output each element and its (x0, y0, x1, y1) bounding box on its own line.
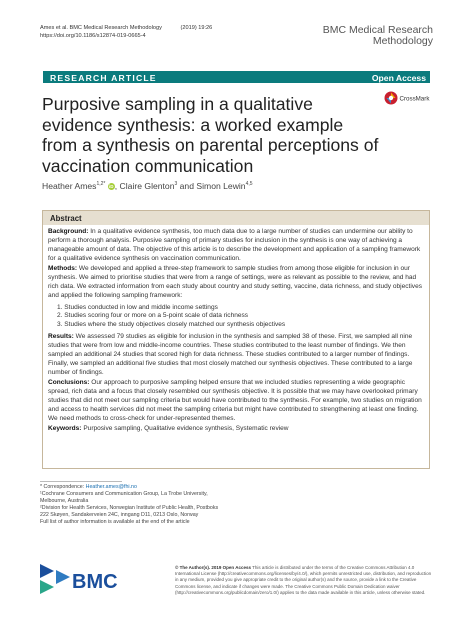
affiliation-1a: ¹Cochrane Consumers and Communication Group, La Trobe University, (40, 491, 208, 498)
author-affiliation: 4,5 (245, 181, 253, 188)
abstract-body (48, 228, 424, 435)
author-affiliation: 3 (174, 181, 178, 188)
journal-name (323, 25, 433, 47)
correspondence-email[interactable]: Heather.ames@fhi.no (85, 484, 137, 490)
affiliation-2a: ²Division for Health Services, Norwegian Institute of Public Health, Postboks (40, 505, 219, 512)
bmc-logo (40, 562, 122, 596)
open-access-label: Open Access (371, 72, 426, 83)
author-name[interactable]: Heather Ames (42, 181, 97, 191)
abstract-keywords (48, 425, 424, 434)
orcid-icon[interactable]: iD (109, 184, 114, 190)
journal-name-line1: BMC Medical Research (322, 24, 433, 36)
background-text: In a qualitative evidence synthesis, too much data due to a large number of studies can undermine our ability to perform a thorough analysis. Purposive sampling of primary studies for inclusion in the synthesis is one way of achieving a manageable amount of data. The objective of this article is to describe the development and application of a sampling framework for a qualitative evidence synthesis on vaccination communication. (48, 228, 421, 262)
sampling-step: 2. Studies scoring four or more on a 5-point scale of data richness (57, 312, 249, 320)
abstract-header-bar (43, 211, 429, 225)
sampling-steps (48, 304, 424, 331)
citation-journal: Ames et al. BMC Medical Research Methodology (40, 25, 162, 31)
abstract-background (48, 228, 424, 264)
bmc-logo-text: BMC (72, 571, 118, 593)
correspondence (40, 484, 240, 491)
author-affiliation: 1,2* (96, 181, 106, 188)
methods-label: Methods: (48, 264, 78, 272)
citation-block (40, 25, 212, 40)
methods-text: We developed and applied a three-step framework to sample studies from among those eligible for inclusion in our synthesis. We aimed to prioritise studies that were from a range of settings, were as relevant as possible to the review, and had rich data. We extracted information from each study about country and study setting, vaccine, data richness, and study objectives and applied the following sampling framework: (48, 264, 422, 299)
crossmark-badge[interactable] (384, 90, 431, 106)
author-info-note: Full list of author information is available at the end of the article (40, 519, 190, 526)
results-label: Results: (48, 333, 74, 341)
conclusions-text: Our approach to purposive sampling helped ensure that we included studies representing a wide geographic spread, rich data and a focus that closely resembled our synthesis objective. It is possible that we may have overlooked primary studies that did not meet our sampling criteria but would have contributed to the synthesis. For example, two studies on migration and access to health services did not meet the sampling criteria but might have contributed to strengthening at least one finding. We need methods to cross-check for under-represented themes. (48, 379, 422, 422)
correspondence-prefix: * Correspondence: (40, 484, 86, 490)
article-title: Purposive sampling in a qualitative evidence synthesis: a worked example from a synthesis on parental perceptions of vaccination communication (42, 94, 379, 176)
sampling-step: 3. Studies where the study objectives closely matched our synthesis objectives (57, 321, 286, 329)
author-separator: , (114, 181, 120, 191)
author-name[interactable]: Claire Glenton (119, 181, 175, 191)
doi-link[interactable]: https://doi.org/10.1186/s12874-019-0665-4 (40, 32, 146, 39)
results-text: We assessed 79 studies as eligible for inclusion in the synthesis and sampled 38 of these. First, we sampled all nine studies that were from low and middle-income countries. These studies contributed to the least number of findings. We then sampled an additional 24 studies that scored high for data richness. These studies contributed to a larger number of findings. Finally, we sampled an additional five studies that most closely matched our synthesis objectives. These contributed to a large number of findings. (48, 333, 413, 376)
bmc-logo-icon (40, 562, 122, 596)
license-text (175, 565, 432, 596)
conclusions-label: Conclusions: (48, 379, 90, 387)
author-separator: and (177, 181, 197, 191)
affiliation-2b: 222 Skøyen, Sandakerveien 24C, inngang D11, 0213 Oslo, Norway (40, 512, 199, 519)
affiliation-1b: Melbourne, Australia (40, 498, 89, 505)
keywords-label: Keywords: (48, 424, 82, 432)
license-copyright: © The Author(s). 2019 Open Access (175, 565, 252, 570)
abstract-conclusions (48, 379, 424, 424)
journal-name-line2: Methodology (372, 35, 433, 47)
crossmark-label: CrossMark (399, 95, 430, 103)
keywords-text: Purposive sampling, Qualitative evidence synthesis, Systematic review (83, 424, 289, 432)
crossmark-icon (384, 90, 431, 106)
footnotes (40, 484, 240, 527)
footnote-divider (40, 481, 122, 482)
sampling-step: 1. Studies conducted in low and middle income settings (57, 303, 218, 311)
background-label: Background: (48, 228, 89, 235)
abstract-heading: Abstract (50, 214, 82, 223)
license-body: This article is distributed under the terms of the Creative Commons Attribution 4.0 International License (http://creativecommons.org/licenses/by/4.0/), which permits unrestricted use, distribution, and reproduction in any medium, provided you give appropriate credit to the original author(s) and the source, provide a link to the Creative Commons license, and indicate if changes were made. The Creative Commons Public Domain Dedication waiver (http://creativecommons.org/publicdomain/zero/1.0/) applies to the data made available in this article, unless otherwise stated. (175, 565, 432, 595)
author-list (42, 181, 253, 191)
citation-year: (2019) 19:26 (180, 25, 213, 31)
author-name[interactable]: Simon Lewin (196, 181, 246, 191)
article-type-label: RESEARCH ARTICLE (50, 72, 157, 83)
abstract-results (48, 333, 424, 378)
abstract-methods (48, 265, 424, 301)
